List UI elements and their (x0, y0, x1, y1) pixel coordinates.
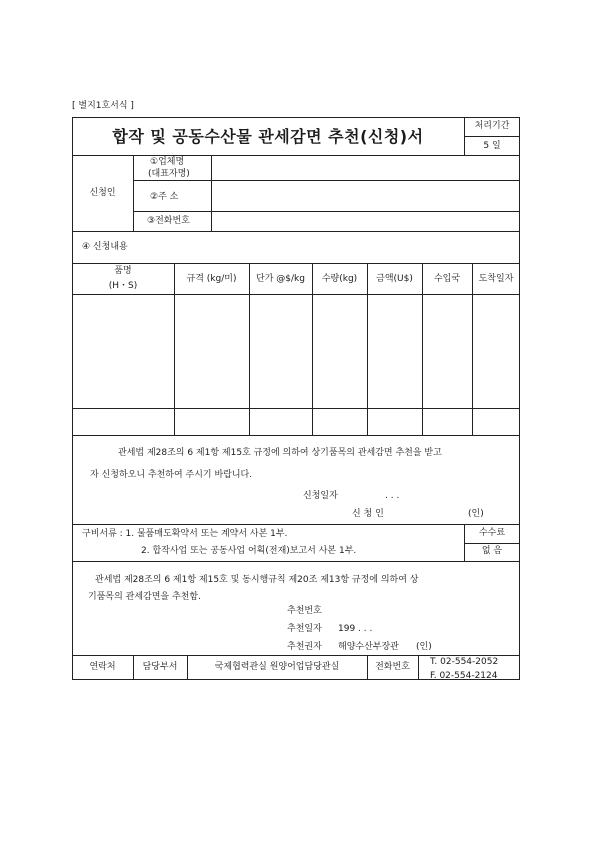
col-divider-2 (249, 263, 250, 435)
address-label: ②주 소 (150, 192, 179, 202)
col-divider-4 (367, 263, 368, 435)
contact-tel: T. 02-554-2052 (430, 657, 499, 667)
recommendation-date-value: 199 . . . (338, 624, 373, 634)
divider-documents (72, 561, 520, 562)
contact-dept-label: 담당부서 (142, 662, 178, 672)
divider-applicant-v1 (133, 155, 134, 231)
divider-section (72, 263, 520, 264)
request-date-value: . . . (385, 491, 400, 501)
company-label: ①업체명 (150, 157, 185, 167)
recommendation-date-label: 추천일자 (287, 624, 322, 634)
request-line-2: 자 신청하오니 추천하여 주시기 바랍니다. (90, 470, 253, 480)
divider-request (72, 524, 520, 525)
request-date-label: 신청일자 (303, 491, 338, 501)
recommendation-line-1: 관세법 제28조의 6 제1항 제15호 및 동시행규칙 제20조 제13항 규정에 의하여 상 (95, 575, 419, 585)
documents-item-1: 구비서류 : 1. 물품매도확약서 또는 계약서 사본 1부. (82, 529, 288, 539)
divider-processing (464, 136, 520, 137)
divider-company (133, 180, 520, 181)
divider-address (133, 211, 520, 212)
col-divider-3 (312, 263, 313, 435)
col-item-sub: (H・S) (108, 281, 138, 291)
col-import-country: 수입국 (433, 274, 461, 284)
recommendation-seal: (인) (416, 642, 432, 652)
request-line-1: 관세법 제28조의 6 제1항 제15호 규정에 의하여 상기품목의 관세감면 추천을 받고 (118, 448, 442, 458)
phone-label: ③전화번호 (147, 216, 190, 226)
processing-label: 처리기간 (474, 121, 510, 131)
contact-divider-4 (418, 655, 419, 680)
col-arrival-date: 도착일자 (478, 274, 514, 284)
divider-recommendation (72, 655, 520, 656)
col-divider-1 (174, 263, 175, 435)
form-number-label: [ 별지1호서식 ] (72, 101, 134, 111)
divider-table-end (72, 435, 520, 436)
divider-applicant (72, 231, 520, 232)
request-applicant-label: 신 청 인 (352, 509, 384, 519)
contact-fax: F. 02-554-2124 (430, 671, 498, 679)
applicant-label: 신청인 (89, 188, 116, 198)
col-spec: 규격 (kg/미) (186, 274, 237, 284)
col-price: 단가 @$/kg (256, 274, 305, 284)
col-quantity: 수량(kg) (321, 274, 358, 284)
application-section-label: ④ 신청내용 (82, 242, 128, 252)
col-item: 품명 (114, 266, 132, 276)
form-title: 합작 및 공동수산물 관세감면 추천(신청)서 (112, 127, 424, 146)
recommendation-line-2: 기품목의 관세감면을 추천함. (88, 592, 201, 602)
recommendation-authority-value: 해양수산부장관 (338, 642, 399, 652)
col-divider-6 (472, 263, 473, 435)
divider-applicant-v2 (211, 155, 212, 231)
processing-value: 5 일 (483, 141, 501, 151)
fee-label: 수수료 (478, 528, 506, 538)
divider-title (72, 155, 520, 156)
contact-label: 연락처 (89, 662, 116, 672)
divider-table-body (72, 408, 520, 409)
contact-phone-label: 전화번호 (375, 662, 410, 672)
request-seal: (인) (468, 509, 484, 519)
col-divider-5 (422, 263, 423, 435)
divider-fee (464, 543, 520, 544)
documents-item-2: 2. 합작사업 또는 공동사업 어획(전재)보고서 사본 1부. (141, 546, 357, 556)
contact-dept-value: 국제협력관실 원양어업담당관실 (214, 662, 340, 672)
divider-table-header (72, 294, 520, 295)
fee-value: 없 음 (481, 546, 503, 556)
recommendation-authority-label: 추천권자 (287, 642, 322, 652)
col-amount: 금액(U$) (376, 274, 413, 284)
recommendation-number-label: 추천번호 (287, 606, 322, 616)
company-sub-label: (대표자명) (148, 169, 190, 179)
